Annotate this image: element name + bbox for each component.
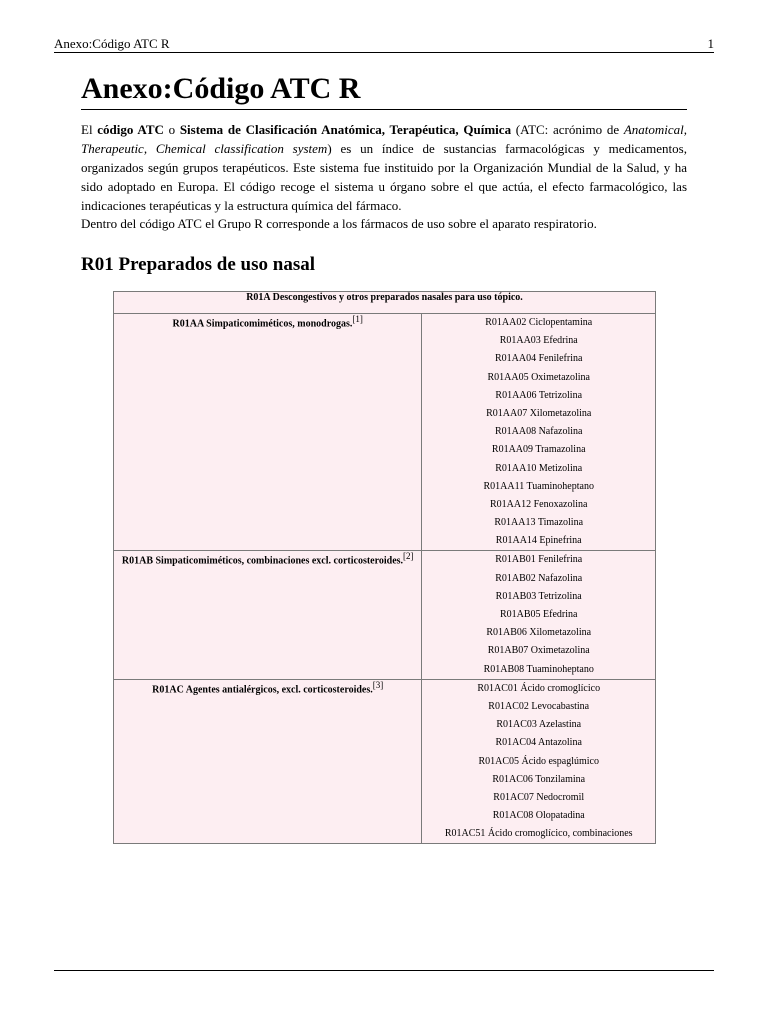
reference-link[interactable]: [3]: [372, 679, 384, 690]
intro-text: (ATC: acrónimo de: [511, 122, 624, 137]
intro-text: ) es un índice de sustancias farmacológicas y medicamentos, organizados según grupos terapéuticos. Este sistema fue instituido por la Organización Mundial de la Salud, y ha sido adoptado en Europa. El código recoge el sistema u órgano sobre el que actúa, el efecto farmacológico, las indicaciones terapéuticas y la estructura química del fármaco.: [81, 141, 687, 213]
items-cell: [422, 314, 656, 551]
items-cell: [422, 551, 656, 679]
list-item: R01AC02 Levocabastina: [488, 700, 590, 712]
table-row: [114, 551, 656, 679]
table-row: [114, 314, 656, 551]
group-label: R01AC Agentes antialérgicos, excl. corticosteroides.: [152, 684, 373, 696]
group-r-paragraph: Dentro del código ATC el Grupo R corresponde a los fármacos de uso sobre el aparato respiratorio.: [81, 216, 597, 231]
list-item: R01AC08 Olopatadina: [492, 810, 585, 822]
list-item: R01AA04 Fenilefrina: [494, 353, 583, 365]
list-item: R01AC07 Nedocromil: [493, 791, 585, 803]
list-item: R01AA13 Timazolina: [494, 517, 584, 529]
list-item: R01AA03 Efedrina: [499, 335, 578, 347]
list-item: R01AA07 Xilometazolina: [486, 407, 592, 419]
list-item: R01AA11 Tuaminoheptano: [483, 480, 594, 492]
page-number: 1: [707, 36, 714, 51]
reference-link[interactable]: [1]: [352, 314, 363, 324]
intro-bold-atc: código ATC: [97, 122, 164, 137]
page-title: Anexo:Código ATC R: [81, 72, 361, 105]
intro-italic-acronym: Anatomical, Therapeutic, Chemical classification system: [81, 122, 687, 156]
list-item: R01AB02 Nafazolina: [495, 572, 583, 584]
group-cell: [114, 679, 422, 844]
list-item: R01AB06 Xilometazolina: [486, 627, 592, 639]
list-item: R01AC01 Ácido cromoglícico: [477, 682, 601, 694]
list-item: R01AC05 Ácido espaglúmico: [478, 755, 599, 767]
footer-rule: [54, 970, 714, 971]
reference-link[interactable]: [2]: [403, 551, 414, 562]
list-item: R01AA12 Fenoxazolina: [489, 498, 588, 510]
list-item: R01AA09 Tramazolina: [491, 444, 586, 456]
list-item: R01AA08 Nafazolina: [494, 426, 583, 438]
header-rule: [54, 52, 714, 53]
group-label: R01AA Simpaticomiméticos, monodrogas.: [172, 318, 353, 330]
list-item: R01AB01 Fenilefrina: [495, 554, 583, 566]
list-item: R01AB05 Efedrina: [499, 609, 578, 620]
list-item: R01AC51 Ácido cromoglícico, combinaciones: [444, 828, 633, 840]
list-item: R01AA02 Ciclopentamina: [485, 317, 593, 328]
intro-paragraph: [81, 120, 687, 215]
group-cell: [114, 551, 422, 679]
intro-text: o: [163, 122, 180, 137]
table-header: R01A Descongestivos y otros preparados nasales para uso tópico.: [114, 292, 656, 314]
intro-bold-system: Sistema de Clasificación Anatómica, Terapéutica, Química: [179, 122, 512, 137]
list-item: R01AA05 Oximetazolina: [487, 371, 590, 383]
table-row: [114, 679, 656, 844]
list-item: R01AB08 Tuaminoheptano: [483, 663, 594, 675]
title-rule: [81, 109, 687, 110]
items-cell: [422, 679, 656, 844]
list-item: R01AC03 Azelastina: [496, 719, 582, 731]
group-cell: [114, 314, 422, 551]
atc-table: [113, 291, 656, 844]
list-item: R01AC04 Antazolina: [495, 737, 582, 749]
list-item: R01AC06 Tonzilamina: [492, 773, 586, 785]
list-item: R01AA06 Tetrizolina: [495, 389, 583, 401]
intro-text: El: [81, 122, 98, 137]
list-item: R01AA10 Metizolina: [495, 462, 583, 474]
list-item: R01AB03 Tetrizolina: [495, 590, 582, 602]
list-item: R01AB07 Oximetazolina: [487, 645, 590, 657]
running-header: [54, 34, 714, 54]
list-item: R01AA14 Epinefrina: [495, 535, 582, 547]
group-label: R01AB Simpaticomiméticos, combinaciones excl. corticosteroides.: [121, 555, 404, 567]
section-heading: R01 Preparados de uso nasal: [81, 254, 316, 275]
running-header-title: Anexo:Código ATC R: [54, 36, 170, 51]
